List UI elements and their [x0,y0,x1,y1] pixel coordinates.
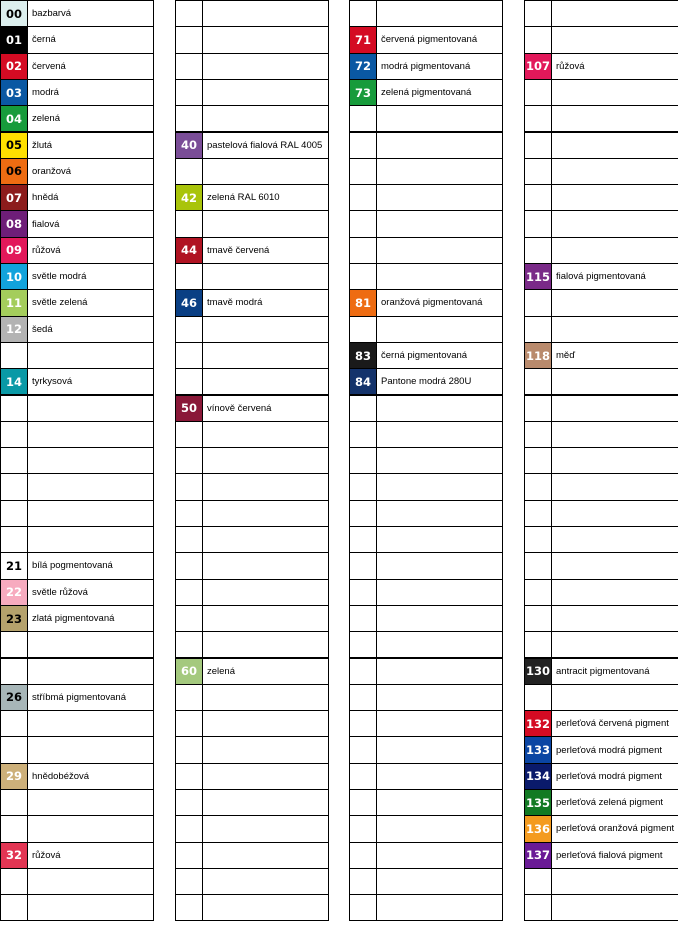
color-name [376,526,503,553]
color-swatch: 107 [524,53,551,80]
color-name [202,605,329,632]
color-name [202,316,329,343]
color-name [376,842,503,869]
color-name [551,684,678,711]
color-name: zlatá pigmentovaná [27,605,154,632]
color-name [551,132,678,159]
color-swatch [524,421,551,448]
color-swatch: 08 [0,210,27,237]
color-swatch [524,868,551,895]
color-swatch: 12 [0,316,27,343]
color-swatch [349,894,376,921]
color-swatch: 06 [0,158,27,185]
color-name: oranžová [27,158,154,185]
color-swatch: 23 [0,605,27,632]
color-swatch [0,447,27,474]
color-swatch [524,605,551,632]
color-name [27,500,154,527]
color-name: antracit pigmentovaná [551,658,678,685]
color-swatch [175,26,202,53]
color-swatch [349,842,376,869]
color-swatch: 10 [0,263,27,290]
color-swatch: 134 [524,763,551,790]
color-name [202,342,329,369]
color-swatch [175,815,202,842]
color-swatch: 133 [524,736,551,763]
color-name [202,447,329,474]
color-name [551,552,678,579]
color-swatch [0,342,27,369]
color-name [376,500,503,527]
color-name [202,868,329,895]
color-name: světle modrá [27,263,154,290]
color-name [202,500,329,527]
color-name [551,631,678,658]
color-swatch [175,631,202,658]
color-name [551,868,678,895]
color-swatch [0,789,27,816]
color-name [27,815,154,842]
color-swatch: 72 [349,53,376,80]
color-name [376,263,503,290]
color-name [202,763,329,790]
color-swatch [175,789,202,816]
color-name: černá [27,26,154,53]
color-name: tyrkysová [27,368,154,395]
color-name [376,552,503,579]
color-swatch [175,0,202,27]
color-swatch [175,447,202,474]
color-swatch: 14 [0,368,27,395]
color-swatch: 26 [0,684,27,711]
color-name [202,579,329,606]
color-name: stříbmá pigmentovaná [27,684,154,711]
color-name [551,26,678,53]
color-name [27,631,154,658]
color-swatch [175,868,202,895]
color-swatch [524,237,551,264]
color-name: černá pigmentovaná [376,342,503,369]
color-swatch: 132 [524,710,551,737]
color-swatch [175,368,202,395]
color-name [27,789,154,816]
color-name [551,473,678,500]
color-swatch [175,763,202,790]
color-name [551,158,678,185]
color-name [27,710,154,737]
color-name: šedá [27,316,154,343]
color-swatch [349,395,376,422]
color-name [202,710,329,737]
color-name: perleťová modrá pigment [551,736,678,763]
color-name [376,421,503,448]
color-name: hnědobéžová [27,763,154,790]
color-swatch: 71 [349,26,376,53]
color-swatch [0,868,27,895]
color-swatch [0,500,27,527]
color-name [202,631,329,658]
color-name [202,815,329,842]
color-swatch [349,421,376,448]
color-name [551,368,678,395]
color-swatch [524,184,551,211]
color-swatch [524,500,551,527]
color-swatch [349,316,376,343]
color-swatch [524,631,551,658]
color-name [27,894,154,921]
color-name: perleťová zelená pigment [551,789,678,816]
color-swatch [524,105,551,132]
color-name: bílá pogmentovaná [27,552,154,579]
color-name [551,605,678,632]
color-name: modrá pigmentovaná [376,53,503,80]
color-swatch [349,605,376,632]
color-swatch [349,184,376,211]
color-swatch [175,894,202,921]
color-name [376,237,503,264]
color-swatch [349,684,376,711]
color-name: vínově červená [202,395,329,422]
color-swatch [175,342,202,369]
color-swatch [175,79,202,106]
color-name [551,526,678,553]
color-name: žlutá [27,132,154,159]
color-swatch [0,526,27,553]
color-name: zelená RAL 6010 [202,184,329,211]
color-name [202,158,329,185]
color-name [551,395,678,422]
color-swatch [175,736,202,763]
color-swatch: 09 [0,237,27,264]
color-name [202,736,329,763]
color-swatch [349,526,376,553]
color-name [551,0,678,27]
color-name [27,473,154,500]
color-swatch: 21 [0,552,27,579]
color-name [376,684,503,711]
color-swatch [524,447,551,474]
color-swatch [175,316,202,343]
color-swatch [349,132,376,159]
color-swatch: 130 [524,658,551,685]
color-name [202,26,329,53]
color-swatch [0,395,27,422]
color-swatch: 05 [0,132,27,159]
color-name [27,421,154,448]
color-name [27,658,154,685]
color-swatch: 60 [175,658,202,685]
color-name [202,894,329,921]
color-swatch [349,658,376,685]
color-name [202,421,329,448]
color-swatch [175,500,202,527]
color-name: světle zelená [27,289,154,316]
color-swatch [349,0,376,27]
color-name [551,184,678,211]
color-swatch [524,552,551,579]
color-swatch: 115 [524,263,551,290]
color-name: modrá [27,79,154,106]
color-name [27,526,154,553]
color-name [551,105,678,132]
color-name [551,421,678,448]
color-name [376,763,503,790]
color-swatch [349,500,376,527]
color-swatch [0,736,27,763]
color-name: fialová pigmentovaná [551,263,678,290]
color-name [376,395,503,422]
color-swatch: 29 [0,763,27,790]
color-swatch: 50 [175,395,202,422]
color-name [202,526,329,553]
color-name [376,105,503,132]
color-swatch [524,158,551,185]
color-swatch [524,0,551,27]
color-name [202,210,329,237]
color-name: červená pigmentovaná [376,26,503,53]
color-name [551,289,678,316]
color-name [202,473,329,500]
color-swatch [175,53,202,80]
color-swatch: 02 [0,53,27,80]
color-swatch: 32 [0,842,27,869]
color-swatch: 137 [524,842,551,869]
color-swatch [0,894,27,921]
color-name [376,447,503,474]
color-swatch [524,132,551,159]
color-swatch [349,868,376,895]
color-name: růžová [27,842,154,869]
color-swatch [175,605,202,632]
color-swatch [349,105,376,132]
color-name: tmavě červená [202,237,329,264]
color-swatch: 22 [0,579,27,606]
color-swatch: 136 [524,815,551,842]
color-name [27,395,154,422]
color-swatch [524,368,551,395]
color-name [376,631,503,658]
color-name: perleťová oranžová pigment [551,815,678,842]
color-name: zelená pigmentovaná [376,79,503,106]
color-name: měď [551,342,678,369]
color-name [376,894,503,921]
color-name [551,579,678,606]
color-name [551,500,678,527]
color-name [551,316,678,343]
color-name [551,210,678,237]
color-name [27,447,154,474]
color-swatch [524,395,551,422]
color-swatch [349,158,376,185]
color-swatch [0,631,27,658]
color-swatch [349,552,376,579]
color-swatch [175,473,202,500]
color-name [376,710,503,737]
color-name: Pantone modrá 280U [376,368,503,395]
color-swatch: 118 [524,342,551,369]
color-swatch [0,421,27,448]
color-name [551,894,678,921]
color-name [376,658,503,685]
color-name [551,237,678,264]
color-swatch [349,710,376,737]
color-swatch [175,210,202,237]
color-name: hnědá [27,184,154,211]
color-swatch [349,210,376,237]
color-swatch [0,815,27,842]
color-name [376,789,503,816]
color-name: bazbarvá [27,0,154,27]
color-name [202,684,329,711]
color-name: pastelová fialová RAL 4005 [202,132,329,159]
color-swatch [524,289,551,316]
color-name: perleťová modrá pigment [551,763,678,790]
color-swatch [349,473,376,500]
color-name [202,105,329,132]
color-swatch [175,842,202,869]
color-name: červená [27,53,154,80]
color-name [27,868,154,895]
color-swatch [524,684,551,711]
color-swatch [175,158,202,185]
color-swatch [0,658,27,685]
color-name [27,342,154,369]
color-swatch: 04 [0,105,27,132]
color-swatch [349,631,376,658]
color-swatch: 42 [175,184,202,211]
color-swatch [349,263,376,290]
color-name [551,447,678,474]
color-name [376,868,503,895]
color-name: oranžová pigmentovaná [376,289,503,316]
color-swatch: 11 [0,289,27,316]
color-name [202,552,329,579]
color-swatch [175,552,202,579]
color-name [376,210,503,237]
color-swatch: 01 [0,26,27,53]
color-name: růžová [27,237,154,264]
color-swatch [349,736,376,763]
color-swatch [349,579,376,606]
color-swatch: 03 [0,79,27,106]
color-name [202,53,329,80]
color-swatch [175,710,202,737]
color-swatch [524,473,551,500]
color-swatch [0,473,27,500]
color-swatch [349,815,376,842]
color-name [376,316,503,343]
color-swatch: 73 [349,79,376,106]
color-name: fialová [27,210,154,237]
color-swatch [524,316,551,343]
color-swatch [524,79,551,106]
color-swatch [175,579,202,606]
color-swatch: 44 [175,237,202,264]
color-swatch: 81 [349,289,376,316]
color-name: tmavě modrá [202,289,329,316]
color-swatch: 135 [524,789,551,816]
color-name: zelená [27,105,154,132]
color-name [202,0,329,27]
color-name: zelená [202,658,329,685]
color-swatch [175,105,202,132]
color-name: perleťová fialová pigment [551,842,678,869]
color-name [376,579,503,606]
color-name: růžová [551,53,678,80]
color-swatch [175,526,202,553]
color-name [376,158,503,185]
color-swatch: 83 [349,342,376,369]
color-name [376,605,503,632]
color-name [202,789,329,816]
color-swatch [175,684,202,711]
color-swatch [524,526,551,553]
color-name [376,0,503,27]
color-swatch [524,894,551,921]
color-name [376,815,503,842]
color-name [202,79,329,106]
color-name: perleťová červená pigment [551,710,678,737]
color-name [202,263,329,290]
color-swatch [175,263,202,290]
color-name [376,736,503,763]
color-name: světle růžová [27,579,154,606]
color-swatch: 40 [175,132,202,159]
color-name [27,736,154,763]
color-swatch: 84 [349,368,376,395]
color-swatch [349,789,376,816]
color-swatch [524,210,551,237]
color-swatch [175,421,202,448]
color-name [376,132,503,159]
color-name [376,184,503,211]
color-swatch [349,447,376,474]
color-swatch [0,710,27,737]
color-swatch [349,237,376,264]
color-name [202,368,329,395]
color-name [376,473,503,500]
color-swatch [524,579,551,606]
color-swatch [524,26,551,53]
color-name [202,842,329,869]
color-swatch: 00 [0,0,27,27]
color-swatch [349,763,376,790]
color-swatch: 46 [175,289,202,316]
color-swatch: 07 [0,184,27,211]
color-name [551,79,678,106]
